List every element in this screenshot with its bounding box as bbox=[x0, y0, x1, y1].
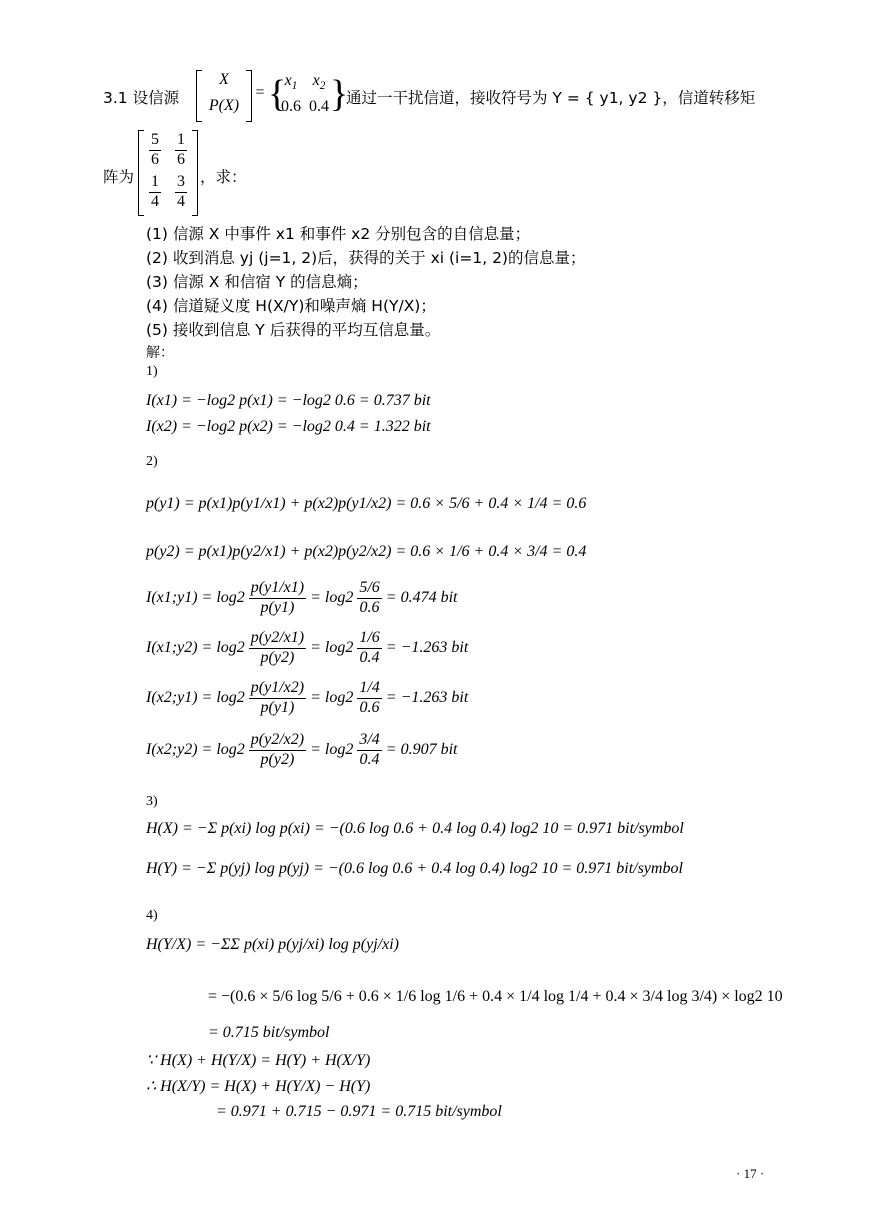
part2-py2: p(y2) = p(x1)p(y2/x1) + p(x2)p(y2/x2) = 0.6 × 1/6 + 0.4 × 3/4 = 0.4 bbox=[146, 543, 587, 560]
problem-number: 3.1 bbox=[103, 89, 128, 107]
question-3: (3) 信源 X 和信宿 Y 的信息熵； bbox=[146, 273, 368, 291]
problem-statement-line1 bbox=[103, 86, 179, 108]
because-identity: ∵ H(X) + H(Y/X) = H(Y) + H(X/Y) bbox=[146, 1052, 371, 1069]
therefore-identity: ∴ H(X/Y) = H(X) + H(Y/X) − H(Y) bbox=[146, 1078, 371, 1095]
problem-statement-line2-suffix: ，求： bbox=[200, 168, 247, 186]
mutual-info-x1y2: I(x1;y2) = log2 $\frac{p(y2/x1)}{p(y2)}$ = log2 $\frac{1/6}{0.4}$ = −1.263 bit bbox=[146, 629, 469, 666]
source-matrix-x: X bbox=[219, 71, 229, 88]
part-2-label: 2) bbox=[146, 454, 158, 469]
problem-statement-line2-prefix: 阵为 bbox=[103, 168, 135, 186]
mutual-info-x2y1: I(x2;y1) = log2 $\frac{p(y1/x2)}{p(y1)}$ = log2 $\frac{1/4}{0.6}$ = −1.263 bit bbox=[146, 679, 469, 716]
page-number: · 17 · bbox=[736, 1166, 765, 1181]
noise-entropy-value: = 0.715 bit/symbol bbox=[208, 1024, 330, 1041]
problem-lead: 设信源 bbox=[132, 89, 180, 107]
part-1-label: 1) bbox=[146, 364, 158, 379]
mutual-info-x2y2: I(x2;y2) = log2 $\frac{p(y2/x2)}{p(y2)}$ = log2 $\frac{3/4}{0.4}$ = 0.907 bit bbox=[146, 731, 458, 768]
entropy-hy: H(Y) = −Σ p(yj) log p(yj) = −(0.6 log 0.6 + 0.4 log 0.4) log2 10 = 0.971 bit/symbol bbox=[146, 860, 683, 877]
part-4-label: 4) bbox=[146, 908, 158, 923]
part2-py1: p(y1) = p(x1)p(y1/x1) + p(x2)p(y1/x2) = 0.6 × 5/6 + 0.4 × 1/4 = 0.6 bbox=[146, 495, 587, 512]
equivocation-value: = 0.971 + 0.715 − 0.971 = 0.715 bit/symbol bbox=[216, 1103, 502, 1120]
question-4: (4) 信道疑义度 H(X/Y)和噪声熵 H(Y/X)； bbox=[146, 297, 436, 315]
source-matrix: X P(X) = { $x_1$ $x_2$ 0.6 0.4 } bbox=[196, 70, 346, 122]
noise-entropy-expansion: = −(0.6 × 5/6 log 5/6 + 0.6 × 1/6 log 1/6 + 0.4 × 1/4 log 1/4 + 0.4 × 3/4 log 3/4) × log2 10 bbox=[208, 988, 783, 1005]
solution-label: 解： bbox=[146, 345, 174, 361]
part1-eq2: I(x2) = −log2 p(x2) = −log2 0.4 = 1.322 bit bbox=[146, 418, 431, 435]
part-3-label: 3) bbox=[146, 794, 158, 809]
question-2: (2) 收到消息 yj (j=1, 2)后，获得的关于 xi (i=1, 2)的信息量； bbox=[146, 249, 586, 267]
question-5: (5) 接收到信息 Y 后获得的平均互信息量。 bbox=[146, 321, 441, 339]
mutual-info-x1y1: I(x1;y1) = log2 $\frac{p(y1/x1)}{p(y1)}$ = log2 $\frac{5/6}{0.6}$ = 0.474 bit bbox=[146, 579, 458, 616]
problem-statement-mid: 通过一干扰信道，接收符号为 Y = { y1, y2 }，信道转移矩 bbox=[346, 89, 756, 107]
question-1: (1) 信源 X 中事件 x1 和事件 x2 分别包含的自信息量； bbox=[146, 225, 531, 243]
part1-eq1: I(x1) = −log2 p(x1) = −log2 0.6 = 0.737 bit bbox=[146, 392, 431, 409]
entropy-hx: H(X) = −Σ p(xi) log p(xi) = −(0.6 log 0.6 + 0.4 log 0.4) log2 10 = 0.971 bit/symbol bbox=[146, 820, 684, 837]
source-matrix-px: P(X) bbox=[208, 97, 240, 114]
channel-matrix: $\frac{5}{6}$ $\frac{1}{6}$ $\frac{1}{4}$ $\frac{3}{4}$ bbox=[138, 130, 198, 216]
noise-entropy-def: H(Y/X) = −ΣΣ p(xi) p(yj/xi) log p(yj/xi) bbox=[146, 936, 399, 953]
